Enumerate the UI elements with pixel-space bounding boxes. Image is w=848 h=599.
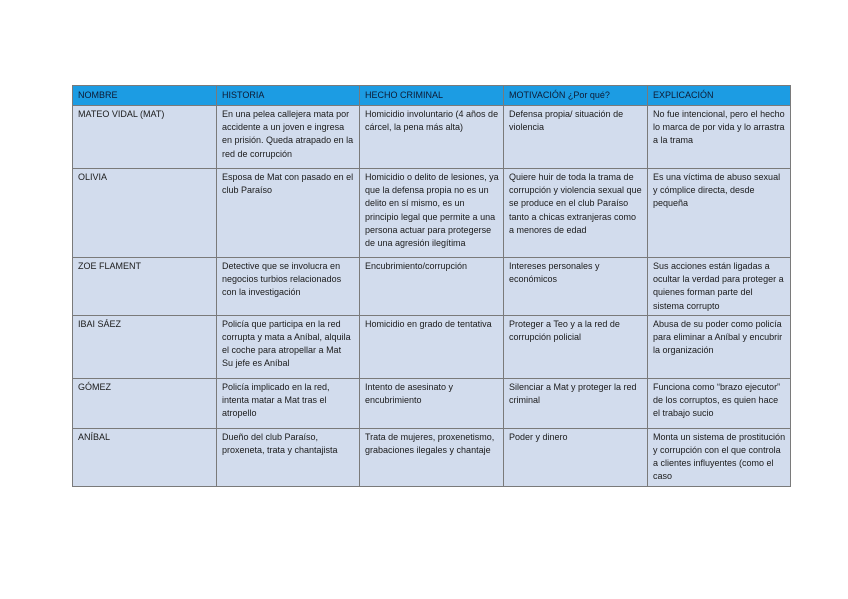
cell-nombre	[73, 428, 217, 486]
cell-text: Homicidio involuntario (4 años de cárcel, la pena más alta)	[365, 109, 499, 133]
header-explicacion: EXPLICACIÓN	[648, 86, 791, 106]
cell-explicacion	[648, 428, 791, 486]
cell-text: Trata de mujeres, proxenetismo, grabaciones ilegales y chantaje	[365, 431, 495, 456]
cell-historia	[217, 428, 360, 486]
table-row	[73, 258, 791, 316]
cell-text: No fue intencional, pero el hecho lo marca de por vida y lo arrastra a la trama	[653, 109, 785, 146]
cell-text: Intento de asesinato y encubrimiento	[365, 381, 454, 406]
cell-explicacion	[648, 106, 791, 169]
cell-nombre	[73, 106, 217, 169]
cell-text: Defensa propia/ situación de violencia	[509, 109, 624, 133]
cell-historia	[217, 378, 360, 428]
cell-motivacion	[504, 428, 648, 486]
character-table	[72, 85, 791, 487]
cell-text: Dueño del club Paraíso, proxeneta, trata y chantajista	[222, 431, 338, 456]
cell-historia	[217, 106, 360, 169]
cell-text: Abusa de su poder como policía para eliminar a Aníbal y encubrir la organización	[653, 318, 783, 356]
cell-text: Homicidio en grado de tentativa	[365, 318, 492, 329]
cell-hecho-criminal	[360, 258, 504, 316]
cell-historia	[217, 258, 360, 316]
cell-hecho-criminal	[360, 428, 504, 486]
cell-motivacion	[504, 258, 648, 316]
cell-text: ZOE FLAMENT	[78, 261, 142, 271]
cell-text: Quiere huir de toda la trama de corrupción y violencia sexual que se produce en el club Paraíso tanto a chicas extranjeras como a menores de edad	[509, 172, 642, 235]
cell-motivacion	[504, 106, 648, 169]
cell-hecho-criminal	[360, 106, 504, 169]
cell-text: Detective que se involucra en negocios turbios relacionados con la investigación	[222, 261, 342, 298]
table-row	[73, 428, 791, 486]
header-historia: HISTORIA	[217, 86, 360, 106]
cell-nombre	[73, 315, 217, 378]
cell-text: IBAI SÁEZ	[78, 318, 122, 329]
cell-historia	[217, 169, 360, 258]
cell-explicacion	[648, 169, 791, 258]
cell-text: Silenciar a Mat y proteger la red criminal	[509, 381, 637, 406]
table-row	[73, 169, 791, 258]
cell-text: OLIVIA	[78, 172, 108, 182]
header-motivacion: MOTIVACIÓN ¿Por qué?	[504, 86, 648, 106]
cell-text: Poder y dinero	[509, 431, 568, 442]
cell-text: Funciona como “brazo ejecutor” de los corruptos, es quien hace el trabajo sucio	[653, 381, 781, 419]
cell-text: Sus acciones están ligadas a ocultar la verdad para proteger a quienes forman parte del sistema corrupto	[653, 261, 784, 311]
cell-historia	[217, 315, 360, 378]
cell-nombre	[73, 378, 217, 428]
table-row	[73, 315, 791, 378]
cell-nombre	[73, 169, 217, 258]
table-row	[73, 378, 791, 428]
cell-text: ANÍBAL	[78, 431, 111, 442]
cell-hecho-criminal	[360, 378, 504, 428]
header-row	[73, 86, 791, 106]
cell-motivacion	[504, 378, 648, 428]
cell-text: Esposa de Mat con pasado en el club Paraíso	[222, 172, 354, 196]
cell-text: MATEO VIDAL (MAT)	[78, 109, 165, 119]
cell-text: Encubrimiento/corrupción	[365, 261, 468, 271]
cell-text: Policía que participa en la red corrupta y mata a Aníbal, alquila el coche para atropellar a Mat Su jefe es Aníbal	[222, 318, 351, 369]
cell-text: Es una víctima de abuso sexual y cómplice directa, desde pequeña	[653, 172, 781, 209]
header-nombre: NOMBRE	[73, 86, 217, 106]
table-row	[73, 106, 791, 169]
cell-motivacion	[504, 315, 648, 378]
cell-motivacion	[504, 169, 648, 258]
cell-hecho-criminal	[360, 169, 504, 258]
cell-text: Monta un sistema de prostitución y corrupción con el que controla a clientes influyentes (como el caso	[653, 431, 786, 482]
cell-explicacion	[648, 378, 791, 428]
table-header	[73, 86, 791, 106]
cell-explicacion	[648, 258, 791, 316]
cell-text: Policía implicado en la red, intenta matar a Mat tras el atropello	[222, 381, 330, 419]
cell-text: Intereses personales y económicos	[509, 261, 600, 285]
cell-text: En una pelea callejera mata por accidente a un joven e ingresa en prisión. Queda atrapado en la red de corrupción	[222, 109, 354, 159]
cell-nombre	[73, 258, 217, 316]
cell-hecho-criminal	[360, 315, 504, 378]
cell-text: Proteger a Teo y a la red de corrupción policial	[509, 318, 620, 343]
cell-text: Homicidio o delito de lesiones, ya que la defensa propia no es un delito en sí mismo, es un principio legal que permite a una persona actuar para protegerse de una agresión ilegítima	[365, 172, 499, 249]
header-hecho-criminal: HECHO CRIMINAL	[360, 86, 504, 106]
cell-explicacion	[648, 315, 791, 378]
table-body	[73, 106, 791, 487]
cell-text: GÓMEZ	[78, 381, 111, 392]
